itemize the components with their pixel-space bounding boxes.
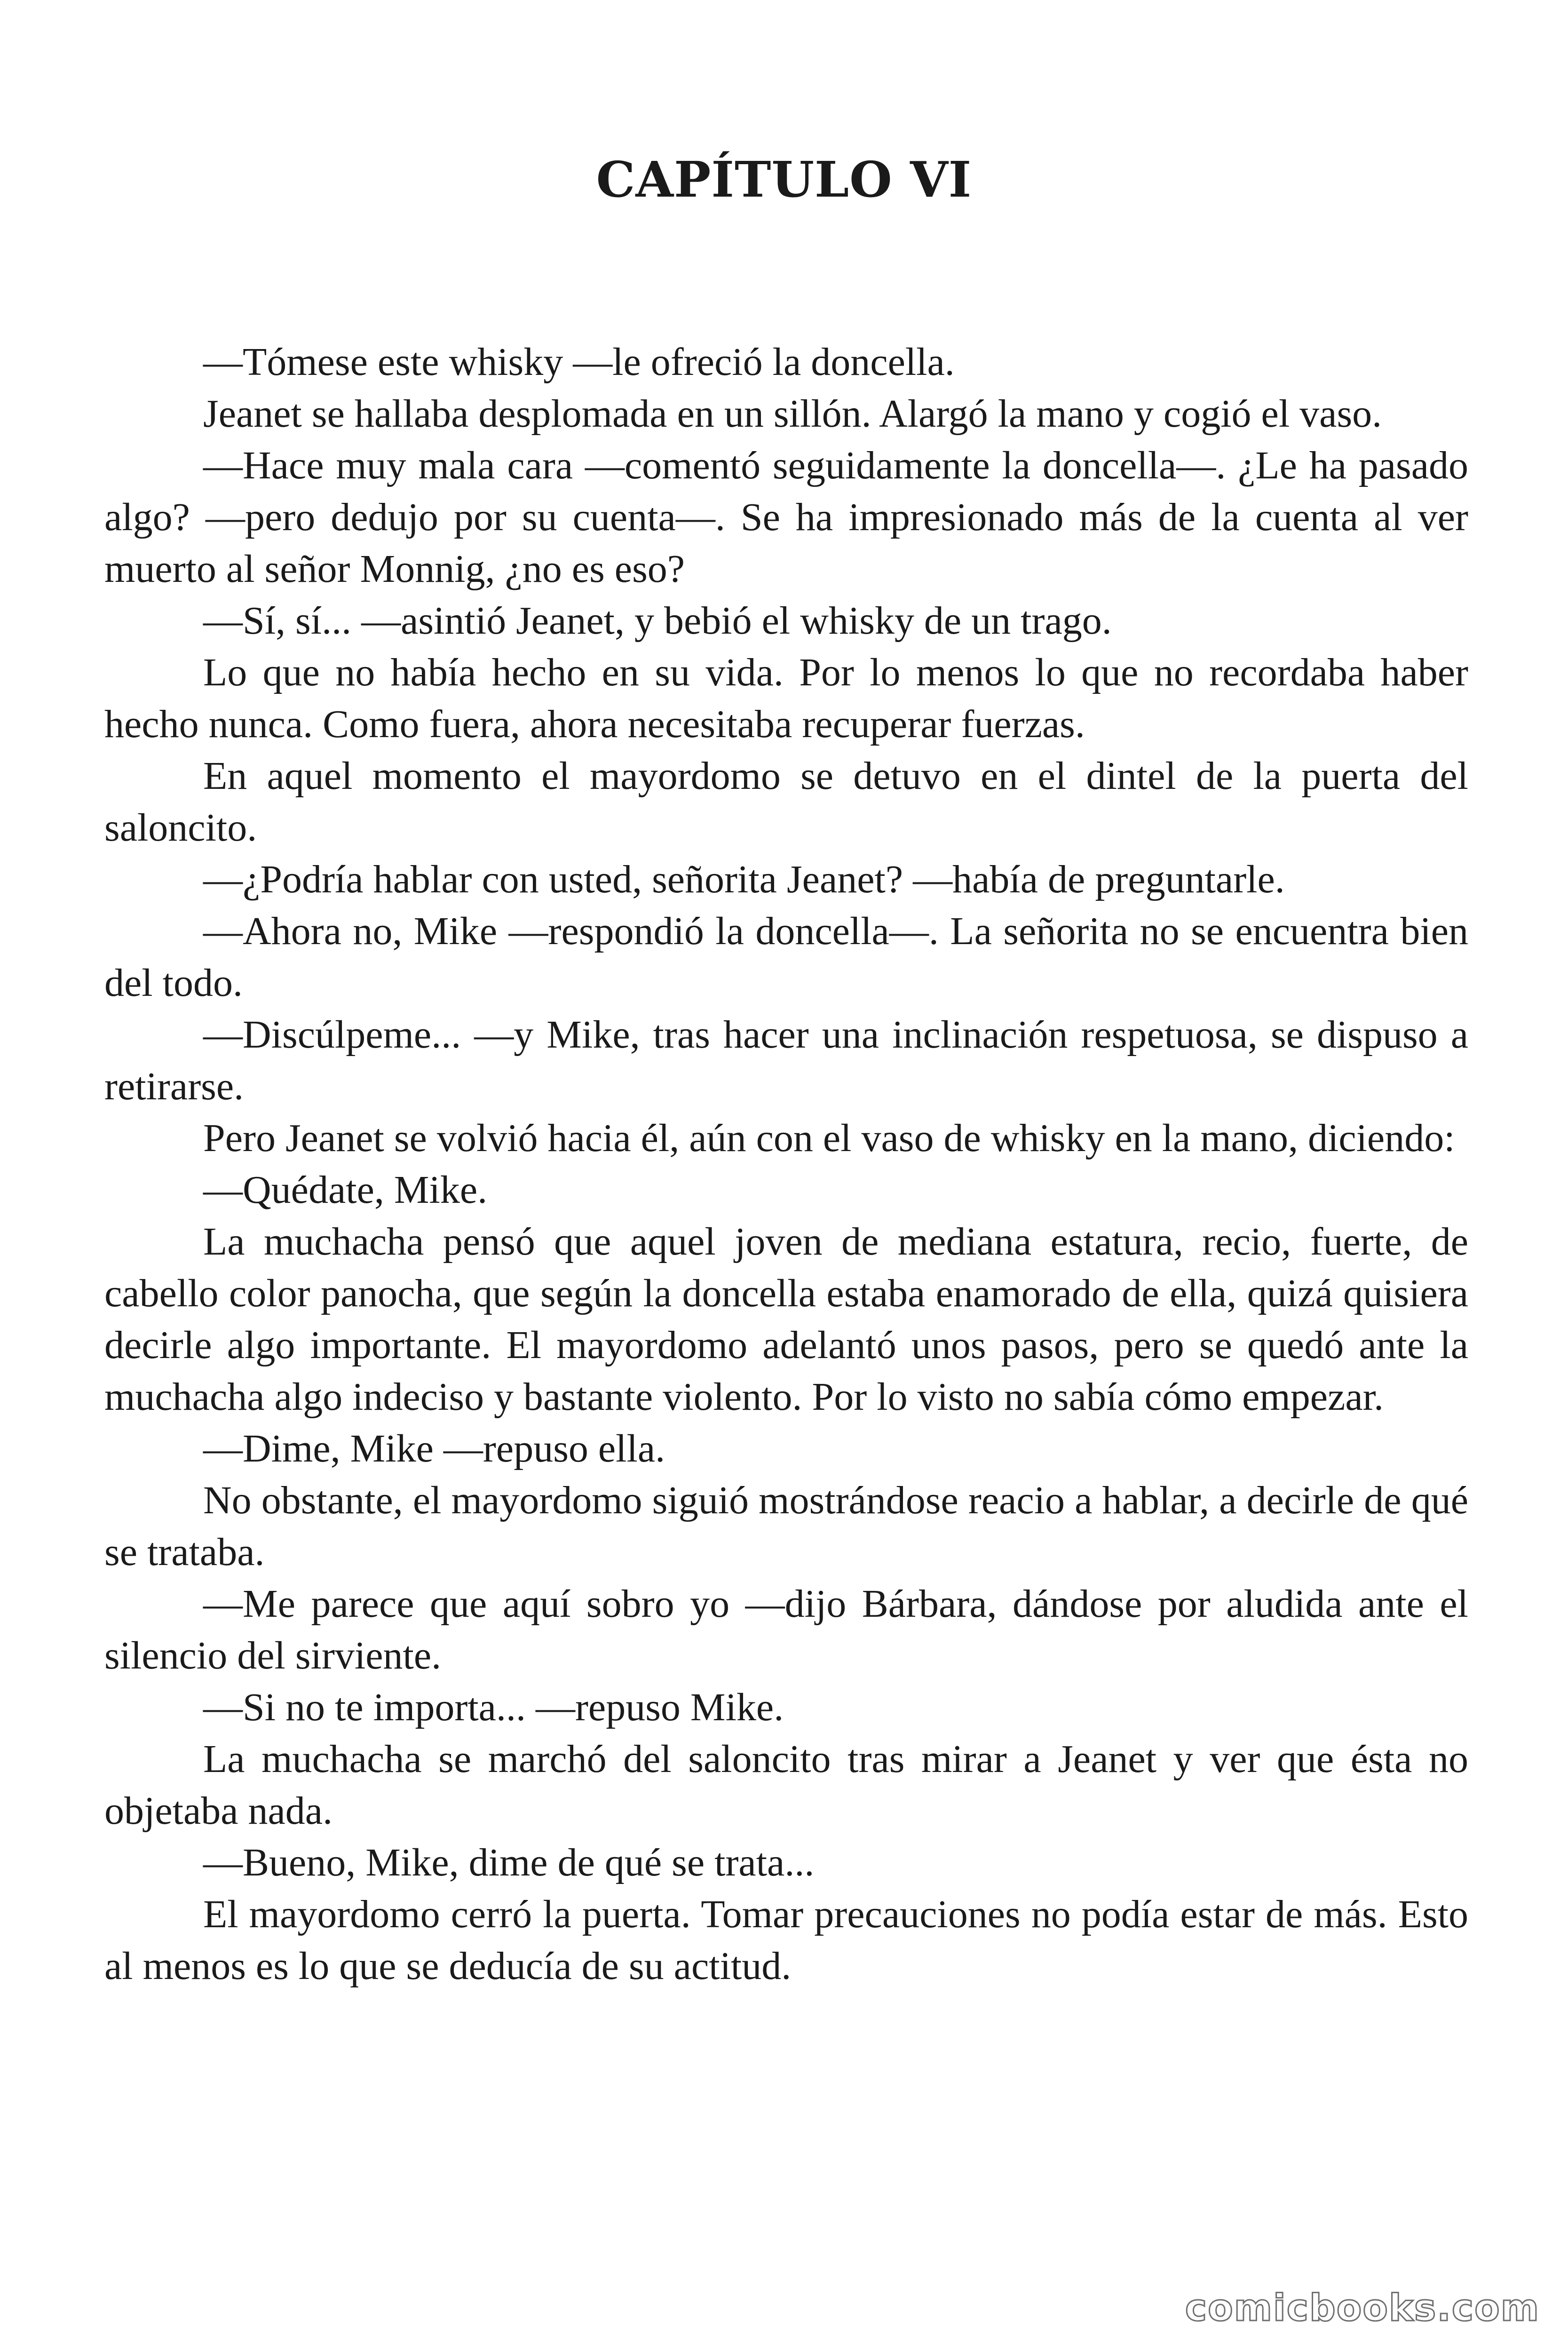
paragraph: En aquel momento el mayordomo se detuvo en el dintel de la puerta del saloncito. bbox=[104, 754, 1468, 850]
paragraph: La muchacha pensó que aquel joven de mediana estatura, recio, fuerte, de cabello color panocha, que según la doncella estaba enamorado de ella, quizá quisiera decirle algo importante. El mayordomo adelantó unos pasos, pero se quedó ante la muchacha algo indeciso y bastante violento. Por lo visto no sabía cómo empezar. bbox=[104, 1220, 1468, 1419]
paragraph: —Quédate, Mike. bbox=[203, 1168, 488, 1212]
paragraph: —Dime, Mike —repuso ella. bbox=[203, 1427, 665, 1470]
paragraph: No obstante, el mayordomo siguió mostrándose reacio a hablar, a decirle de qué se trataba. bbox=[104, 1478, 1468, 1574]
paragraph: La muchacha se marchó del saloncito tras mirar a Jeanet y ver que ésta no objetaba nada. bbox=[104, 1737, 1468, 1833]
paragraph: —Discúlpeme... —y Mike, tras hacer una inclinación respetuosa, se dispuso a retirarse. bbox=[104, 1013, 1468, 1108]
chapter-title: CAPÍTULO VI bbox=[596, 151, 972, 208]
paragraph: —Hace muy mala cara —comentó seguidamente la doncella—. ¿Le ha pasado algo? —pero dedujo por su cuenta—. Se ha impresionado más de la cuenta al ver muerto al señor Monnig, ¿no es eso? bbox=[104, 444, 1468, 591]
paragraph: —Bueno, Mike, dime de qué se trata... bbox=[203, 1841, 815, 1884]
paragraph: Jeanet se hallaba desplomada en un sillón. Alargó la mano y cogió el vaso. bbox=[203, 392, 1382, 436]
body-text bbox=[104, 336, 1468, 1992]
paragraph: El mayordomo cerró la puerta. Tomar precauciones no podía estar de más. Esto al menos es lo que se deducía de su actitud. bbox=[104, 1892, 1468, 1988]
paragraph: —Sí, sí... —asintió Jeanet, y bebió el whisky de un trago. bbox=[203, 599, 1112, 643]
paragraph: —Si no te importa... —repuso Mike. bbox=[203, 1685, 784, 1729]
watermark: comicbooks.com bbox=[1185, 2287, 1540, 2329]
paragraph: Lo que no había hecho en su vida. Por lo menos lo que no recordaba haber hecho nunca. Como fuera, ahora necesitaba recuperar fuerzas. bbox=[104, 651, 1468, 746]
paragraph: —¿Podría hablar con usted, señorita Jeanet? —había de preguntarle. bbox=[203, 858, 1285, 901]
paragraph: —Ahora no, Mike —respondió la doncella—. La señorita no se encuentra bien del todo. bbox=[104, 909, 1468, 1005]
paragraph: Pero Jeanet se volvió hacia él, aún con el vaso de whisky en la mano, diciendo: bbox=[203, 1116, 1455, 1160]
paragraph: —Me parece que aquí sobro yo —dijo Bárbara, dándose por aludida ante el silencio del sirviente. bbox=[104, 1582, 1468, 1677]
paragraph: —Tómese este whisky —le ofreció la doncella. bbox=[203, 340, 955, 384]
